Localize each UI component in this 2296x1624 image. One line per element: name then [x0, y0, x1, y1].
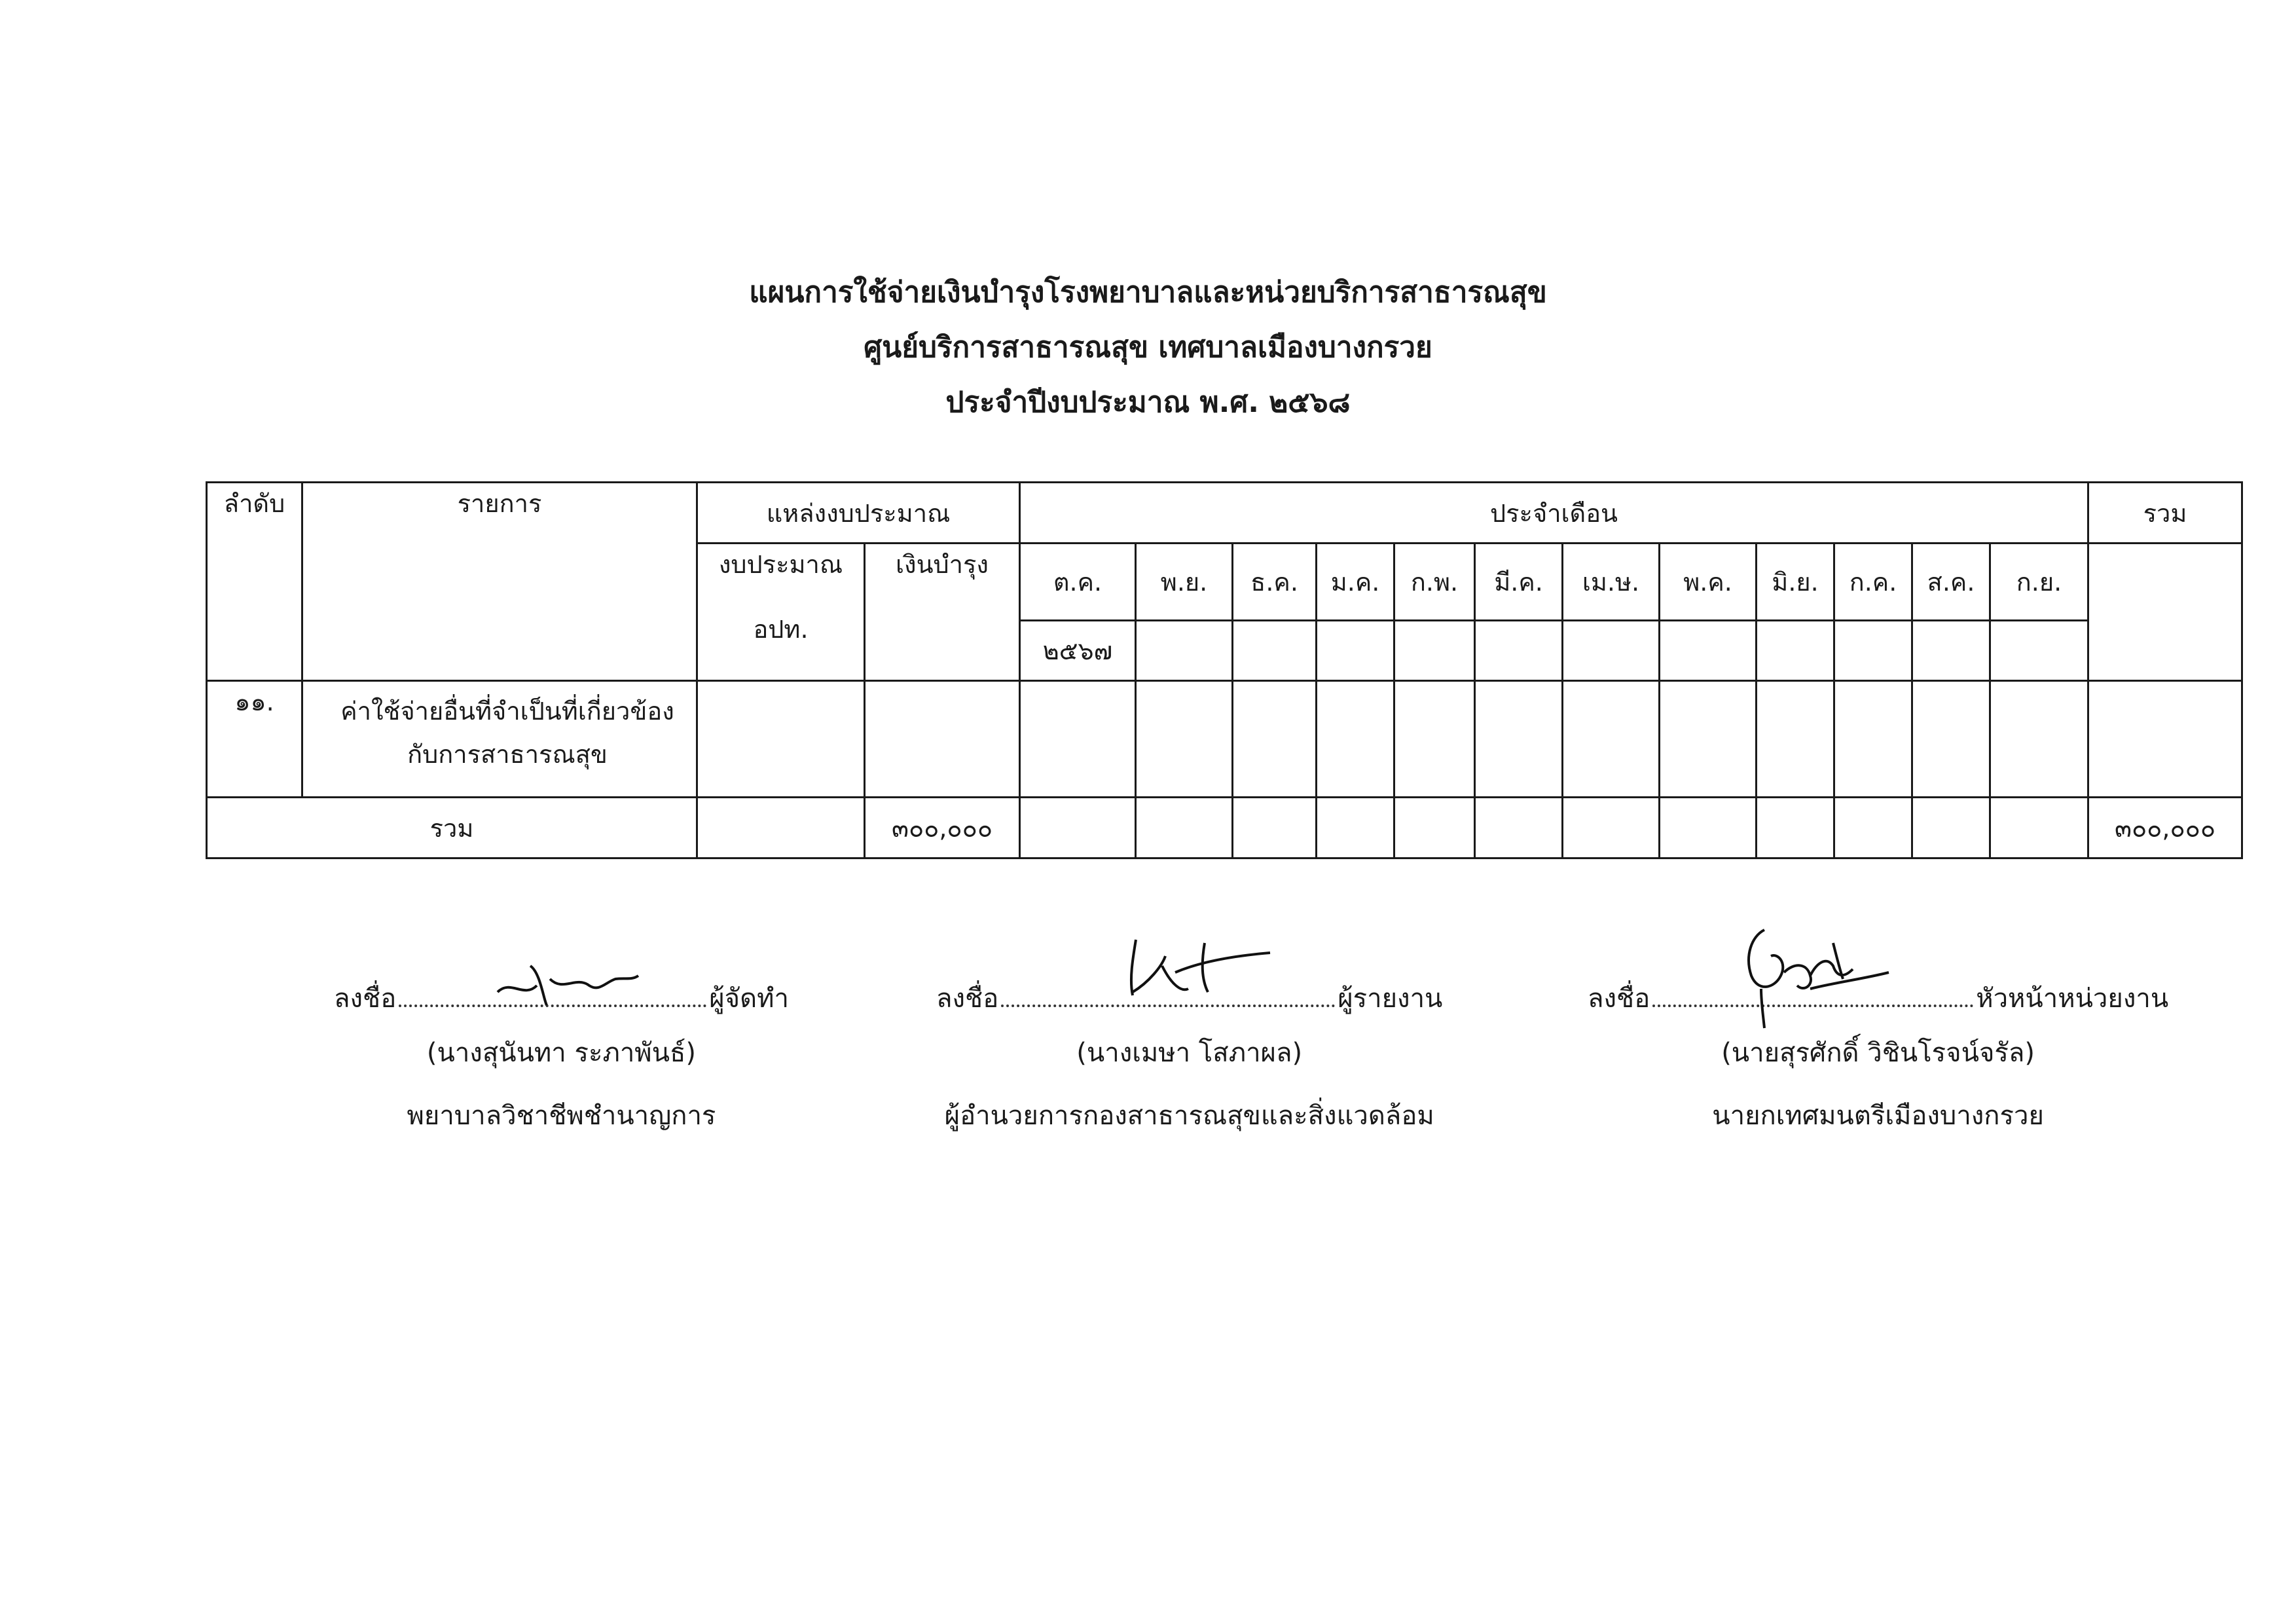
empty-cell	[697, 681, 865, 798]
signer-position: นายกเทศมนตรีเมืองบางกรวย	[1712, 1101, 2044, 1131]
empty-cell	[1020, 798, 1136, 858]
row-order: ๑๑.	[207, 681, 302, 798]
header-month-mar: มี.ค.	[1475, 544, 1563, 621]
signature-prefix: ลงชื่อ	[334, 984, 397, 1014]
empty-cell	[1563, 798, 1660, 858]
empty-cell	[1020, 681, 1136, 798]
signer-name: (นางเมษา โสภาผล)	[1076, 1038, 1303, 1068]
empty-cell	[1136, 621, 1233, 681]
signer-position: ผู้อำนวยการกองสาธารณสุขและสิ่งแวดล้อม	[944, 1101, 1434, 1131]
header-month-dec: ธ.ค.	[1233, 544, 1317, 621]
empty-cell	[1757, 798, 1834, 858]
row-item-line1: ค่าใช้จ่ายอื่นที่จำเป็นที่เกี่ยวข้อง	[340, 697, 674, 726]
signer-name: (นายสุรศักดิ์ วิชินโรจน์จรัล)	[1721, 1038, 2035, 1068]
header-month-sep: ก.ย.	[1990, 544, 2088, 621]
empty-cell	[1317, 621, 1394, 681]
header-month-aug: ส.ค.	[1912, 544, 1990, 621]
header-maintenance-fund: เงินบำรุง	[865, 544, 1020, 681]
signer-position: พยาบาลวิชาชีพชำนาญการ	[407, 1101, 716, 1131]
header-year: ๒๕๖๗	[1020, 621, 1136, 681]
header-monthly: ประจำเดือน	[1020, 483, 2088, 544]
signer-name: (นางสุนันทา ระภาพันธ์)	[426, 1038, 697, 1068]
empty-cell	[697, 798, 865, 858]
total-row-maintenance-fund: ๓๐๐,๐๐๐	[865, 798, 1020, 858]
empty-cell	[1660, 798, 1757, 858]
empty-cell	[1475, 621, 1563, 681]
header-month-jun: มิ.ย.	[1757, 544, 1834, 621]
empty-cell	[1563, 681, 1660, 798]
budget-plan-table	[206, 481, 2243, 859]
signature-line	[936, 976, 1442, 1022]
header-item: รายการ	[302, 483, 697, 681]
signature-role: ผู้รายงาน	[1338, 984, 1443, 1014]
header-month-oct: ต.ค.	[1020, 544, 1136, 621]
empty-cell	[1394, 681, 1475, 798]
empty-cell	[1233, 681, 1317, 798]
empty-cell	[865, 681, 1020, 798]
empty-cell	[1990, 621, 2088, 681]
signature-block-preparer	[334, 976, 789, 1147]
empty-cell	[1990, 798, 2088, 858]
header-total-empty	[2088, 544, 2242, 681]
empty-cell	[1475, 681, 1563, 798]
empty-cell	[1834, 621, 1912, 681]
empty-cell	[1563, 621, 1660, 681]
title-line-1: แผนการใช้จ่ายเงินบำรุงโรงพยาบาลและหน่วยบริการสาธารณสุข	[749, 276, 1547, 309]
header-budget-opt	[697, 544, 865, 681]
empty-cell	[1660, 621, 1757, 681]
empty-cell	[2088, 681, 2242, 798]
title-line-2: ศูนย์บริการสาธารณสุข เทศบาลเมืองบางกรวย	[864, 331, 1432, 364]
signature-dotted-line	[1652, 985, 1973, 1007]
signature-role: หัวหน้าหน่วยงาน	[1976, 984, 2169, 1014]
empty-cell	[1660, 681, 1757, 798]
header-budget-opt-line1: งบประมาณ	[718, 550, 843, 579]
header-month-may: พ.ค.	[1660, 544, 1757, 621]
empty-cell	[1394, 798, 1475, 858]
signature-line	[334, 976, 789, 1022]
signature-dotted-line	[1001, 985, 1335, 1007]
empty-cell	[1834, 681, 1912, 798]
signature-block-head	[1588, 976, 2168, 1147]
empty-cell	[1990, 681, 2088, 798]
empty-cell	[1233, 621, 1317, 681]
signature-block-reporter	[936, 976, 1442, 1147]
document-title	[0, 265, 2296, 430]
signature-prefix: ลงชื่อ	[936, 984, 999, 1014]
empty-cell	[1394, 621, 1475, 681]
header-budget-opt-line2: อปท.	[753, 615, 809, 644]
title-line-3: ประจำปีงบประมาณ พ.ศ. ๒๕๖๘	[945, 386, 1351, 419]
total-row-total: ๓๐๐,๐๐๐	[2088, 798, 2242, 858]
empty-cell	[1317, 681, 1394, 798]
empty-cell	[1912, 621, 1990, 681]
signature-role: ผู้จัดทำ	[709, 984, 789, 1014]
header-month-apr: เม.ษ.	[1563, 544, 1660, 621]
empty-cell	[1757, 621, 1834, 681]
empty-cell	[1834, 798, 1912, 858]
header-total: รวม	[2088, 483, 2242, 544]
header-month-feb: ก.พ.	[1394, 544, 1475, 621]
empty-cell	[1233, 798, 1317, 858]
header-month-jul: ก.ค.	[1834, 544, 1912, 621]
signature-prefix: ลงชื่อ	[1588, 984, 1650, 1014]
empty-cell	[1317, 798, 1394, 858]
empty-cell	[1136, 798, 1233, 858]
total-row-label: รวม	[207, 798, 697, 858]
row-item-line2: กับการสาธารณสุข	[407, 740, 608, 769]
empty-cell	[1912, 681, 1990, 798]
table-row	[207, 681, 2242, 798]
empty-cell	[1912, 798, 1990, 858]
empty-cell	[1475, 798, 1563, 858]
handwritten-signature-3	[1712, 917, 1895, 1035]
signature-line	[1588, 976, 2168, 1022]
header-budget-source: แหล่งงบประมาณ	[697, 483, 1020, 544]
header-order: ลำดับ	[207, 483, 302, 681]
empty-cell	[1757, 681, 1834, 798]
signature-dotted-line	[399, 985, 706, 1007]
row-item	[302, 681, 697, 798]
header-month-jan: ม.ค.	[1317, 544, 1394, 621]
header-month-nov: พ.ย.	[1136, 544, 1233, 621]
empty-cell	[1136, 681, 1233, 798]
total-row	[207, 798, 2242, 858]
